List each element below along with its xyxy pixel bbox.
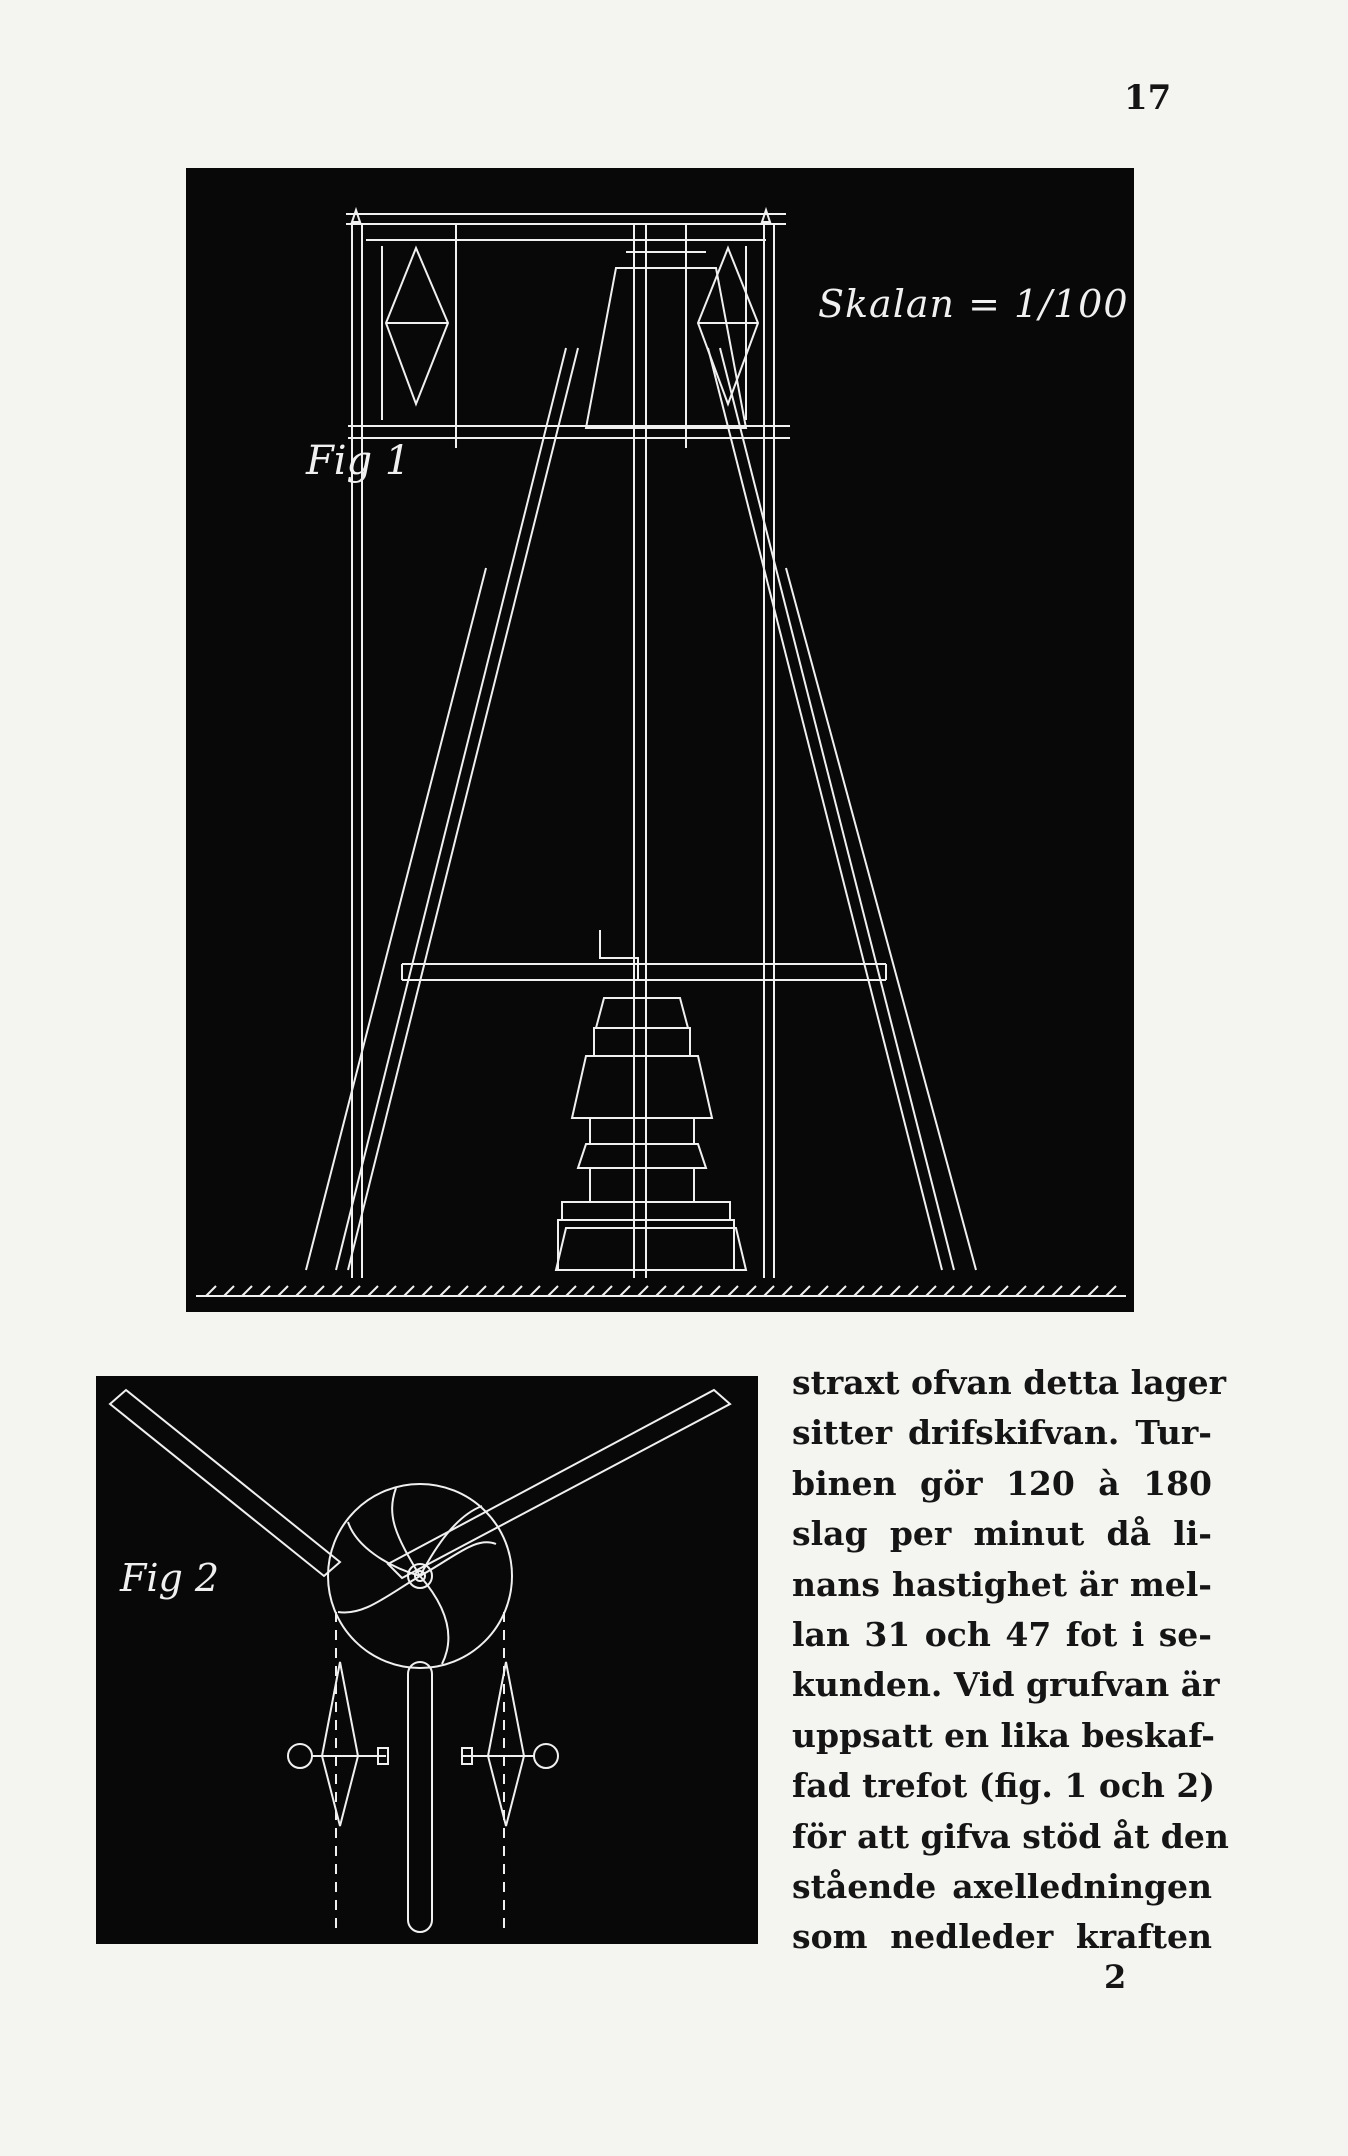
ground-hatch — [476, 1286, 486, 1296]
tripod-arm-right — [388, 1390, 730, 1578]
ground-hatch — [494, 1286, 504, 1296]
text-line: uppsatt en lika beskaf- — [792, 1715, 1215, 1755]
ground-hatch — [548, 1286, 558, 1296]
figure-2-label: Fig 2 — [120, 1556, 220, 1600]
ground-hatch — [242, 1286, 252, 1296]
figure-1-plate — [186, 168, 1134, 1312]
ground-hatch — [566, 1286, 576, 1296]
ground-hatch — [260, 1286, 270, 1296]
text-line: binen gör 120 à 180 — [792, 1463, 1212, 1503]
ground-hatch — [620, 1286, 630, 1296]
ground-hatch — [836, 1286, 846, 1296]
figure-2-plate — [96, 1376, 758, 1944]
ground-hatch — [926, 1286, 936, 1296]
text-line: som nedleder kraften — [792, 1917, 1212, 1957]
text-line: slag per minut då li- — [792, 1514, 1212, 1554]
text-line: sitter drifskifvan. Tur- — [792, 1413, 1212, 1453]
ground-hatch — [800, 1286, 810, 1296]
text-line: kunden. Vid grufvan är — [792, 1665, 1220, 1705]
ground-hatch — [206, 1286, 216, 1296]
tower-top-beam — [352, 210, 360, 222]
ground-hatch — [728, 1286, 738, 1296]
ground-hatch — [584, 1286, 594, 1296]
ground-hatch — [764, 1286, 774, 1296]
left-pulley — [322, 1662, 358, 1826]
ground-hatch — [530, 1286, 540, 1296]
ground-hatch — [296, 1286, 306, 1296]
ground-hatch — [782, 1286, 792, 1296]
ground-hatch — [962, 1286, 972, 1296]
ground-hatch — [908, 1286, 918, 1296]
text-line: nans hastighet är mel- — [792, 1564, 1212, 1604]
scale-label: Skalan = 1/100 — [818, 282, 1129, 326]
ground-hatch — [386, 1286, 396, 1296]
text-line: lan 31 och 47 fot i se- — [792, 1615, 1212, 1655]
ground-hatch — [1106, 1286, 1116, 1296]
ground-hatch — [1016, 1286, 1026, 1296]
ground-hatch — [674, 1286, 684, 1296]
ground-hatch — [224, 1286, 234, 1296]
tripod-leg-left — [336, 348, 566, 1270]
text-line: stående axelledningen — [792, 1867, 1212, 1907]
ground-hatch — [1034, 1286, 1044, 1296]
tripod-leg-right — [708, 348, 942, 1270]
ground-hatch — [602, 1286, 612, 1296]
ground-hatch — [440, 1286, 450, 1296]
ground-hatch — [656, 1286, 666, 1296]
ground-hatch — [404, 1286, 414, 1296]
ground-hatch — [746, 1286, 756, 1296]
ground-hatch — [1052, 1286, 1062, 1296]
ground-hatch — [854, 1286, 864, 1296]
figure-1-drawing — [186, 168, 1134, 1312]
vertical-shaft — [408, 1662, 432, 1932]
ground-hatch — [980, 1286, 990, 1296]
ground-hatch — [512, 1286, 522, 1296]
ground-hatch — [890, 1286, 900, 1296]
turbine-housing — [596, 998, 688, 1028]
tripod-arm-left — [110, 1390, 340, 1576]
ground-hatch — [1070, 1286, 1080, 1296]
ground-hatch — [1088, 1286, 1098, 1296]
signature-mark: 2 — [1104, 1958, 1127, 1996]
ground-hatch — [422, 1286, 432, 1296]
ground-hatch — [944, 1286, 954, 1296]
ground-hatch — [332, 1286, 342, 1296]
ground-hatch — [638, 1286, 648, 1296]
ground-hatch — [818, 1286, 828, 1296]
ground-hatch — [368, 1286, 378, 1296]
ground-hatch — [458, 1286, 468, 1296]
text-line: straxt ofvan detta lager — [792, 1363, 1227, 1402]
ground-hatch — [314, 1286, 324, 1296]
figure-1-label: Fig 1 — [306, 438, 411, 484]
ground-hatch — [278, 1286, 288, 1296]
left-pulley — [386, 248, 448, 404]
ground-hatch — [872, 1286, 882, 1296]
ground-hatch — [710, 1286, 720, 1296]
right-pulley — [488, 1662, 524, 1826]
ground-hatch — [350, 1286, 360, 1296]
body-text — [792, 1358, 1229, 1963]
text-line: fad trefot (fig. 1 och 2) — [792, 1766, 1215, 1806]
page-number: 17 — [1124, 78, 1172, 118]
figure-2-drawing — [96, 1376, 758, 1944]
ground-hatch — [692, 1286, 702, 1296]
text-line: för att gifva stöd åt den — [792, 1816, 1229, 1856]
ground-hatch — [998, 1286, 1008, 1296]
